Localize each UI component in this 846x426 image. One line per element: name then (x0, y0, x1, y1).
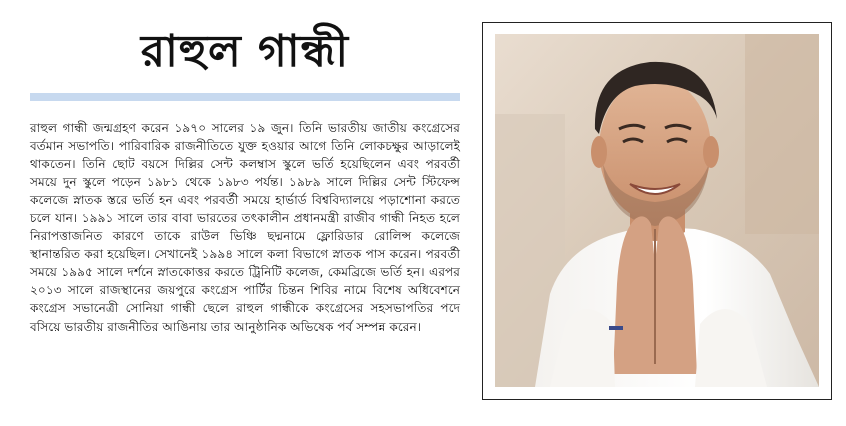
photo-frame (482, 22, 832, 400)
right-ear (703, 136, 719, 168)
article-body (30, 119, 460, 336)
portrait-photo (495, 34, 819, 387)
title-divider (30, 93, 460, 101)
background-blur-right (745, 34, 819, 234)
left-ear (591, 136, 607, 168)
article-title: রাহুল গান্ধী (140, 26, 350, 77)
wrist-thread (609, 326, 623, 330)
portrait-illustration (495, 34, 819, 387)
body-paragraph: রাহুল গান্ধী জন্মগ্রহণ করেন ১৯৭০ সালের ১৯ জুন। তিনি ভারতীয় জাতীয় কংগ্রেসের বর্তমান সভাপতি। পারিবারিক রাজনীতিতে যুক্ত হওয়ার আগে তিনি লোকচক্ষুর আড়ালেই থাকতেন। তিনি ছোট বয়সে দিল্লির সেন্ট কলম্বাস স্কুলে ভর্তি হয়েছিলেন এবং পরবর্তী সময়ে দুন স্কুলে পড়েন ১৯৮১ থেকে ১৯৮৩ পর্যন্ত। ১৯৮৯ সালে দিল্লির সেন্ট স্টিফেন্স কলেজে স্নাতক স্তরে ভর্তি হন এবং পরবর্তী সময়ে হার্ভার্ড বিশ্ববিদ্যালয়ে পড়াশোনা করতে চলে যান। ১৯৯১ সালে তার বাবা ভারতের তৎকালীন প্রধানমন্ত্রী রাজীব গান্ধী নিহত হলে নিরাপত্তাজনিত কারণে তাকে রাউল ভিঞ্চি ছদ্মনামে ফ্লোরিডার রোলিন্স কলেজে স্থানান্তরিত করা হয়েছিল। সেখানেই ১৯৯৪ সালে কলা বিভাগে স্নাতক পাস করেন। পরবর্তী সময়ে ১৯৯৫ সালে দর্শনে স্নাতকোত্তর করতে ট্রিনিটি কলেজ, কেমব্রিজে ভর্তি হন। এরপর ২০১৩ সালে রাজস্থানের জয়পুরে কংগ্রেস পার্টির চিন্তন শিবির নামে বিশেষ অধিবেশনে কংগ্রেস সভানেত্রী সোনিয়া গান্ধী ছেলে রাহুল গান্ধীকে কংগ্রেসের সহসভাপতির পদে বসিয়ে ভারতীয় রাজনীতির আঙিনায় তার আনুষ্ঠানিক অভিষেক পর্ব সম্পন্ন করেন। (30, 121, 460, 334)
